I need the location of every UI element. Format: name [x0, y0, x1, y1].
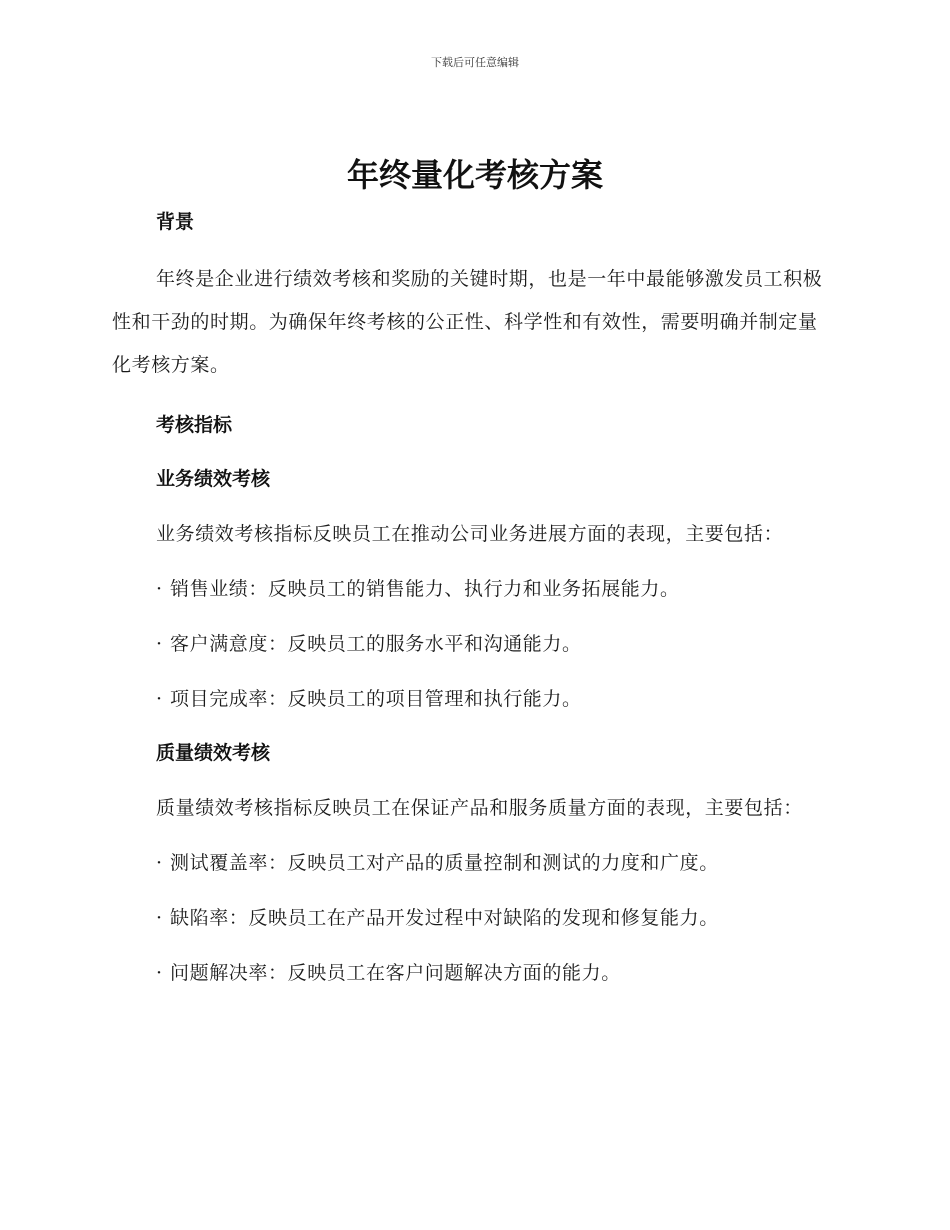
section-heading-background: 背景: [156, 211, 195, 233]
document-title: 年终量化考核方案: [346, 156, 603, 194]
bullet-dot: ·: [156, 962, 163, 984]
list-item: · 客户满意度：反映员工的服务水平和沟通能力。: [112, 623, 832, 666]
section-heading-business: 业务绩效考核: [156, 468, 271, 490]
list-item: · 问题解决率：反映员工在客户问题解决方面的能力。: [112, 952, 832, 995]
list-item: · 缺陷率：反映员工在产品开发过程中对缺陷的发现和修复能力。: [112, 897, 832, 940]
list-item: · 销售业绩：反映员工的销售能力、执行力和业务拓展能力。: [112, 568, 832, 611]
header-note: 下载后可任意编辑: [431, 56, 519, 69]
bullet-dot: ·: [156, 688, 163, 710]
document-body: [112, 200, 832, 995]
section-heading-indicators: 考核指标: [156, 414, 233, 436]
list-item: · 测试覆盖率：反映员工对产品的质量控制和测试的力度和广度。: [112, 842, 832, 885]
bullet-dot: ·: [156, 578, 163, 600]
bullet-dot: ·: [156, 633, 163, 655]
paragraph-quality: 质量绩效考核指标反映员工在保证产品和服务质量方面的表现，主要包括：: [156, 797, 803, 819]
quality-list: [112, 842, 832, 995]
section-heading-quality: 质量绩效考核: [156, 742, 271, 764]
list-item: · 项目完成率：反映员工的项目管理和执行能力。: [112, 678, 832, 721]
bullet-dot: ·: [156, 852, 163, 874]
bullet-dot: ·: [156, 907, 163, 929]
paragraph-background: 年终是企业进行绩效考核和奖励的关键时期，也是一年中最能够激发员工积极性和干劲的时期。为确保年终考核的公正性、科学性和有效性，需要明确并制定量化考核方案。: [112, 268, 823, 376]
business-list: [112, 568, 832, 721]
paragraph-business: 业务绩效考核指标反映员工在推动公司业务进展方面的表现，主要包括：: [156, 523, 784, 545]
